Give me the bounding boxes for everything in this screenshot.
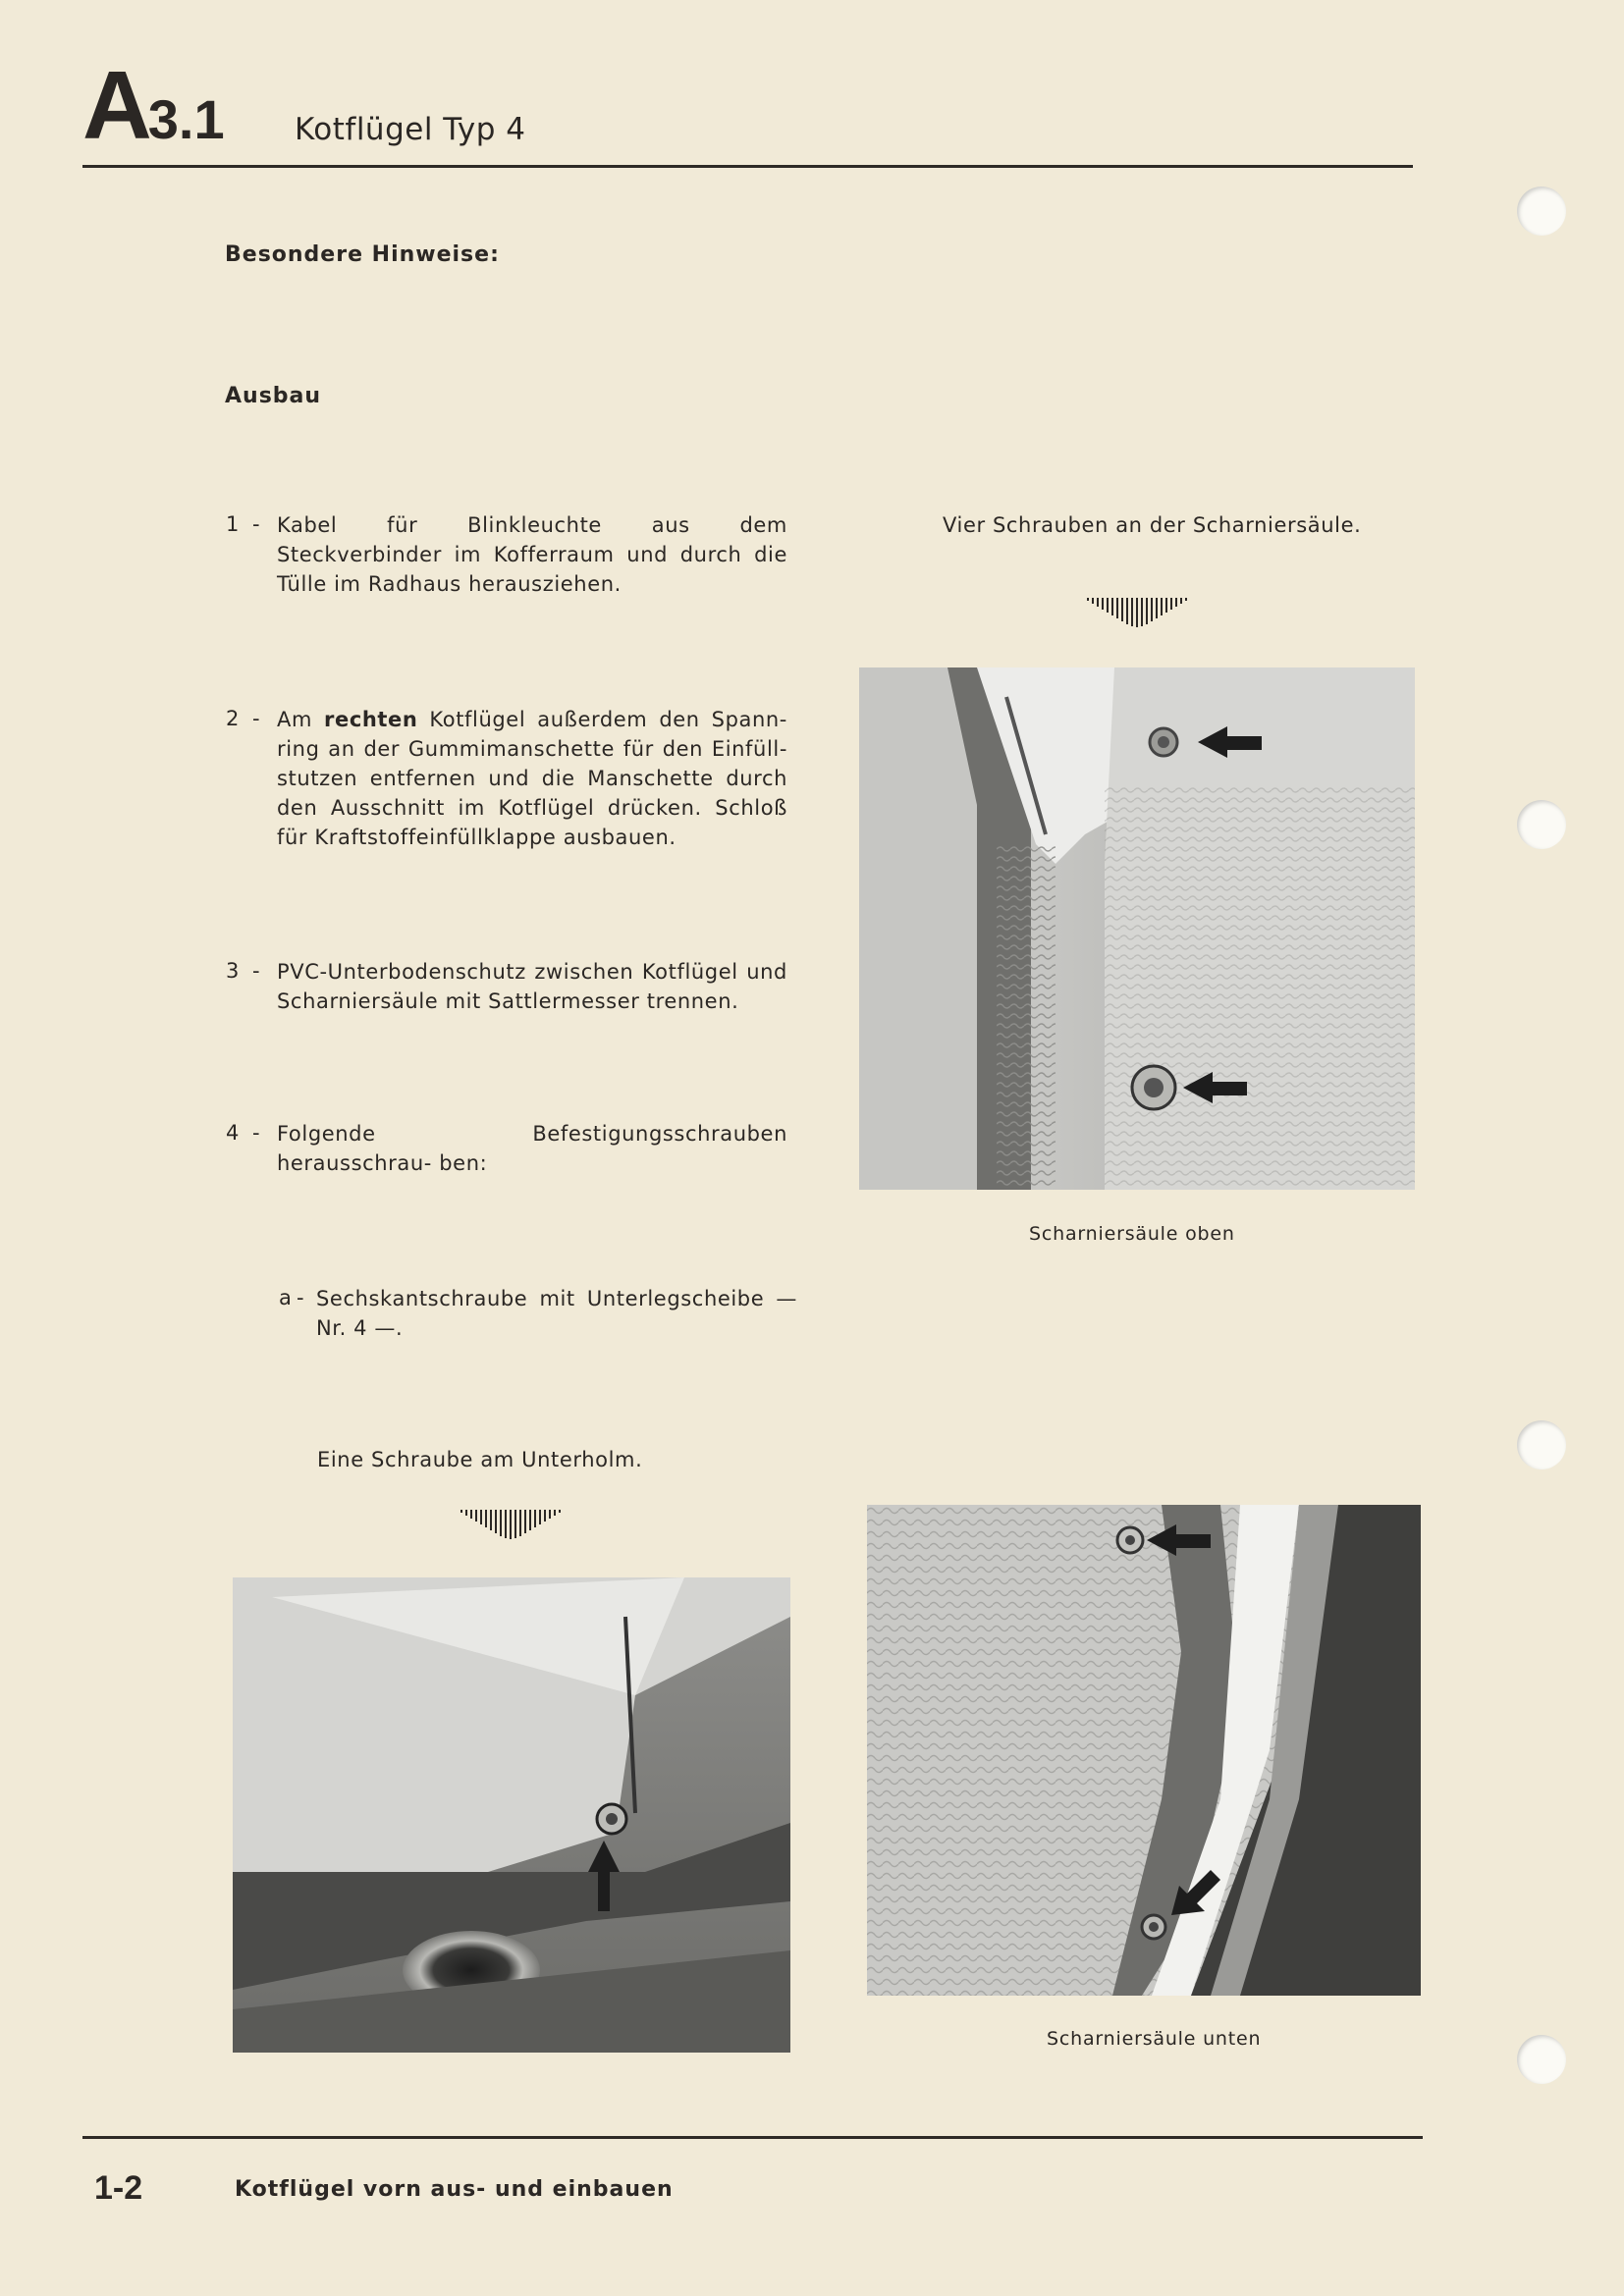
- step-number: 4: [226, 1121, 240, 1145]
- note-left: Eine Schraube am Unterholm.: [317, 1448, 643, 1471]
- step-text: Folgende Befestigungsschrauben herausschrau- ben:: [277, 1122, 787, 1175]
- page-number: 1-2: [94, 2169, 143, 2207]
- step-text: PVC-Unterbodenschutz zwischen Kotflügel und Scharniersäule mit Sattlermesser trennen.: [277, 960, 787, 1013]
- substep-dash: -: [297, 1286, 305, 1309]
- pointer-down-icon: [458, 1507, 566, 1540]
- photo-hinge-pillar-bottom: [867, 1505, 1421, 1996]
- punch-hole: [1517, 187, 1566, 236]
- punch-hole: [1517, 2035, 1566, 2084]
- step-text: Kabel für Blinkleuchte aus dem Steckverbinder im Kofferraum und durch die Tülle im Radhaus herausziehen.: [277, 513, 787, 596]
- step-number: 3: [226, 959, 240, 983]
- footer-rule: [82, 2136, 1423, 2139]
- substep-text: Sechskantschraube mit Unterlegscheibe — Nr. 4 —.: [316, 1287, 797, 1340]
- step-text: [277, 705, 787, 852]
- photo-caption: Scharniersäule oben: [1029, 1223, 1235, 1245]
- step-number: 2: [226, 707, 240, 730]
- step-text-emphasis: rechten: [324, 708, 418, 731]
- footer-title: Kotflügel vorn aus- und einbauen: [235, 2177, 674, 2202]
- header-rule: [82, 165, 1413, 168]
- section-code: [82, 51, 225, 159]
- step-text-before: Am: [277, 708, 325, 731]
- section-subheading: Ausbau: [225, 384, 322, 408]
- step-dash: -: [252, 959, 261, 983]
- punch-hole: [1517, 1420, 1566, 1469]
- section-code-letter: A: [82, 51, 148, 159]
- section-code-number: 3.1: [147, 88, 225, 150]
- photo-lower-sill: [233, 1577, 790, 2053]
- note-right: Vier Schrauben an der Scharniersäule.: [943, 513, 1362, 537]
- photo-caption: Scharniersäule unten: [1047, 2028, 1262, 2050]
- punch-hole: [1517, 800, 1566, 849]
- step-dash: -: [252, 707, 261, 730]
- page-title: Kotflügel Typ 4: [295, 112, 526, 147]
- section-heading: Besondere Hinweise:: [225, 242, 500, 267]
- substep-letter: a: [279, 1286, 293, 1309]
- photo-hinge-pillar-top: [859, 667, 1415, 1190]
- step-number: 1: [226, 512, 240, 536]
- pointer-down-icon: [1084, 595, 1192, 628]
- step-text-after: Kotflügel außerdem den Spann- ring an der Gummimanschette für den Einfüll- stutzen entfernen und die Manschette durch den Ausschnitt im Kotflügel drücken. Schloß für Kraftstoffeinfüllklappe ausbauen.: [277, 708, 787, 849]
- step-dash: -: [252, 512, 261, 536]
- step-dash: -: [252, 1121, 261, 1145]
